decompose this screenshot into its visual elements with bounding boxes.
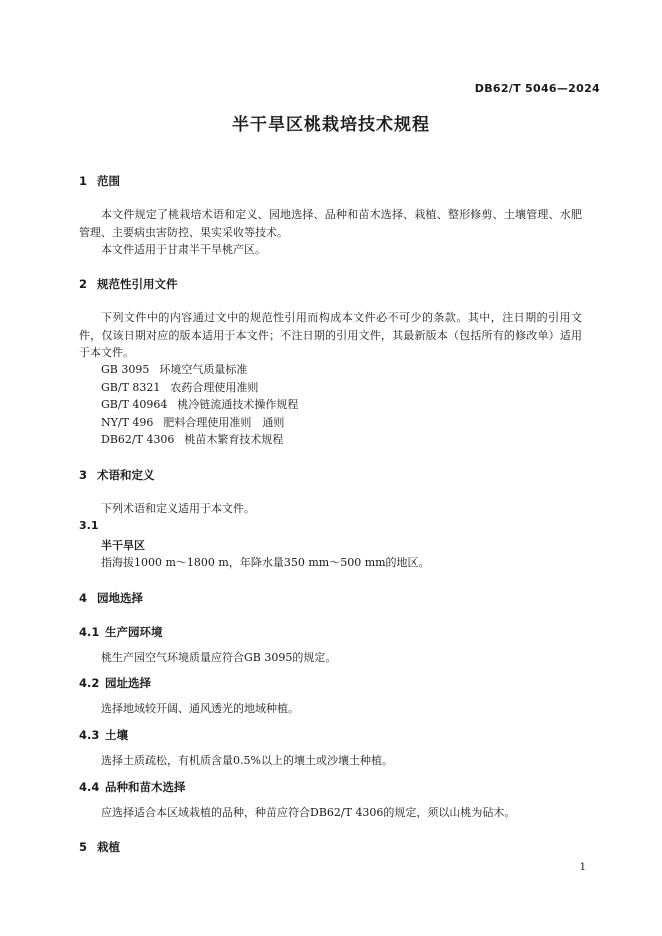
section-title: 栽植 [97, 840, 120, 854]
reference-code: GB 3095 [101, 363, 150, 376]
page-number: 1 [579, 862, 586, 873]
subsection-4-1-heading [79, 624, 163, 640]
subsection-title: 园址选择 [105, 676, 151, 690]
reference-code: GB/T 40964 [101, 398, 168, 411]
section-number: 4 [79, 591, 88, 605]
reference-item [101, 396, 298, 414]
section-1-heading [79, 173, 120, 189]
section-3-heading [79, 467, 155, 483]
section-1-paragraph-2: 本文件适用于甘肃半干旱桃产区。 [101, 243, 266, 256]
subsection-4-3-text: 选择土质疏松，有机质含量0.5%以上的壤土或沙壤土种植。 [101, 754, 393, 767]
term-definition: 指海拔1000 m～1800 m，年降水量350 mm～500 mm的地区。 [101, 556, 430, 569]
reference-title: 农药合理使用准则 [170, 380, 259, 394]
document-number: DB62/T 5046—2024 [474, 82, 600, 95]
subsection-number: 4.4 [79, 780, 100, 794]
subsection-number: 4.2 [79, 676, 100, 690]
reference-title: 桃冷链流通技术操作规程 [177, 398, 299, 411]
section-number: 2 [79, 277, 88, 291]
section-3-paragraph-1: 下列术语和定义适用于本文件。 [101, 502, 255, 515]
section-number: 1 [79, 174, 88, 188]
reference-code: GB/T 8321 [101, 380, 161, 394]
term-name: 半干旱区 [101, 539, 145, 552]
subsection-title: 品种和苗木选择 [105, 780, 186, 794]
reference-item [101, 414, 298, 432]
subsection-4-4-text: 应选择适合本区域栽植的品种，种苗应符合DB62/T 4306的规定，须以山桃为砧木。 [101, 806, 516, 819]
term-number: 3.1 [79, 519, 99, 532]
document-title: 半干旱区桃栽培技术规程 [232, 115, 430, 135]
reference-item [101, 361, 298, 379]
section-4-heading [79, 590, 143, 606]
subsection-4-3-heading [79, 727, 128, 743]
reference-title: 肥料合理使用准则 通则 [163, 415, 285, 429]
section-title: 规范性引用文件 [97, 277, 178, 291]
section-number: 3 [79, 468, 88, 482]
section-2-paragraph-1: 下列文件中的内容通过文中的规范性引用而构成本文件必不可少的条款。其中，注日期的引用文件，仅该日期对应的版本适用于本文件；不注日期的引用文件，其最新版本（包括所有的修改单）适用于本文件。 [79, 311, 582, 359]
subsection-4-2-text: 选择地域较开阔、通风透光的地域种植。 [101, 702, 299, 715]
section-5-heading [79, 839, 120, 855]
subsection-4-1-text: 桃生产园空气环境质量应符合GB 3095的规定。 [101, 651, 337, 664]
section-title: 园地选择 [97, 591, 143, 605]
normative-references-list [101, 361, 298, 449]
reference-code: NY/T 496 [101, 415, 154, 429]
subsection-title: 生产园环境 [105, 625, 163, 639]
reference-item [101, 431, 298, 449]
reference-title: 环境空气质量标准 [159, 363, 248, 376]
section-title: 范围 [97, 174, 120, 188]
section-2-heading [79, 276, 178, 292]
subsection-4-4-heading [79, 779, 186, 795]
subsection-number: 4.1 [79, 625, 100, 639]
reference-item [101, 379, 298, 397]
reference-title: 桃苗木繁育技术规程 [184, 433, 284, 446]
subsection-number: 4.3 [79, 728, 100, 742]
section-title: 术语和定义 [97, 468, 155, 482]
section-1-paragraph-1: 本文件规定了桃栽培术语和定义、园地选择、品种和苗木选择、栽植、整形修剪、土壤管理、水肥管理、主要病虫害防控、果实采收等技术。 [79, 208, 582, 239]
subsection-4-2-heading [79, 675, 151, 691]
reference-code: DB62/T 4306 [101, 433, 175, 446]
section-number: 5 [79, 840, 88, 854]
subsection-title: 土壤 [105, 728, 128, 742]
